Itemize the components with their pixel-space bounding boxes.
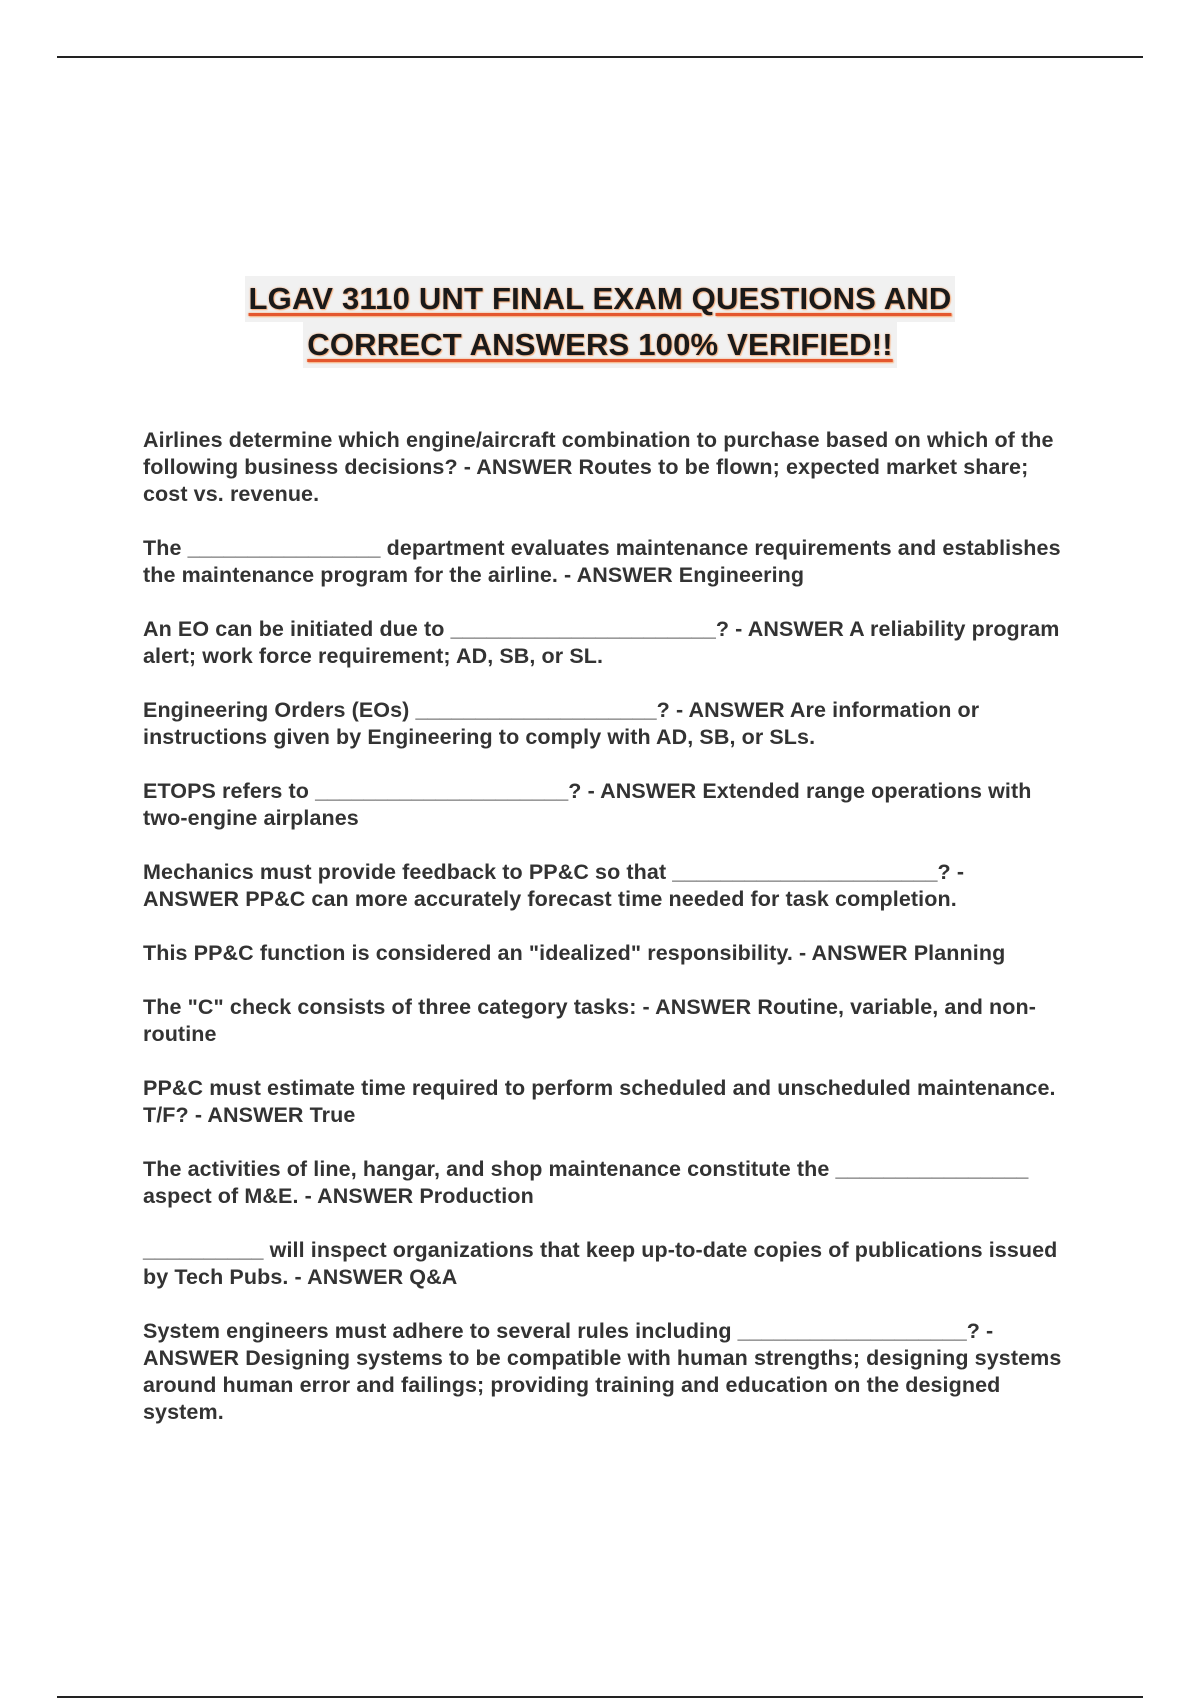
title-line-2: CORRECT ANSWERS 100% VERIFIED!! xyxy=(303,322,897,368)
qa-item-2: The ________________ department evaluates maintenance requirements and establishes the maintenance program for the airline. - ANSWER Engineering xyxy=(143,536,1061,587)
header-rule xyxy=(57,56,1143,58)
qa-item-9: PP&C must estimate time required to perform scheduled and unscheduled maintenance. T/F? - ANSWER True xyxy=(143,1076,1056,1127)
qa-item-4: Engineering Orders (EOs) ____________________? - ANSWER Are information or instructions given by Engineering to comply with AD, SB, or SLs. xyxy=(143,698,980,749)
document-title xyxy=(0,276,1200,368)
qa-item-5: ETOPS refers to _____________________? - ANSWER Extended range operations with two-engine airplanes xyxy=(143,779,1032,830)
footer-rule xyxy=(57,1696,1143,1698)
qa-item-3: An EO can be initiated due to ______________________? - ANSWER A reliability program alert; work force requirement; AD, SB, or SL. xyxy=(143,617,1060,668)
qa-item-1: Airlines determine which engine/aircraft combination to purchase based on which of the following business decisions? - ANSWER Routes to be flown; expected market share; cost vs. revenue. xyxy=(143,428,1054,506)
qa-item-7: This PP&C function is considered an "idealized" responsibility. - ANSWER Planning xyxy=(143,941,1006,965)
qa-item-12: System engineers must adhere to several rules including ___________________? - ANSWER Designing systems to be compatible with human strengths; designing systems around human error and failings; providing training and education on the designed system. xyxy=(143,1319,1062,1424)
qa-item-6: Mechanics must provide feedback to PP&C so that ______________________? - ANSWER PP&C can more accurately forecast time needed for task completion. xyxy=(143,860,965,911)
qa-item-10: The activities of line, hangar, and shop maintenance constitute the ________________ aspect of M&E. - ANSWER Production xyxy=(143,1157,1029,1208)
qa-item-8: The "C" check consists of three category tasks: - ANSWER Routine, variable, and non-routine xyxy=(143,995,1036,1046)
question-answer-list xyxy=(143,427,1063,1453)
title-line-1: LGAV 3110 UNT FINAL EXAM QUESTIONS AND xyxy=(245,276,956,322)
qa-item-11: __________ will inspect organizations that keep up-to-date copies of publications issued by Tech Pubs. - ANSWER Q&A xyxy=(143,1238,1058,1289)
